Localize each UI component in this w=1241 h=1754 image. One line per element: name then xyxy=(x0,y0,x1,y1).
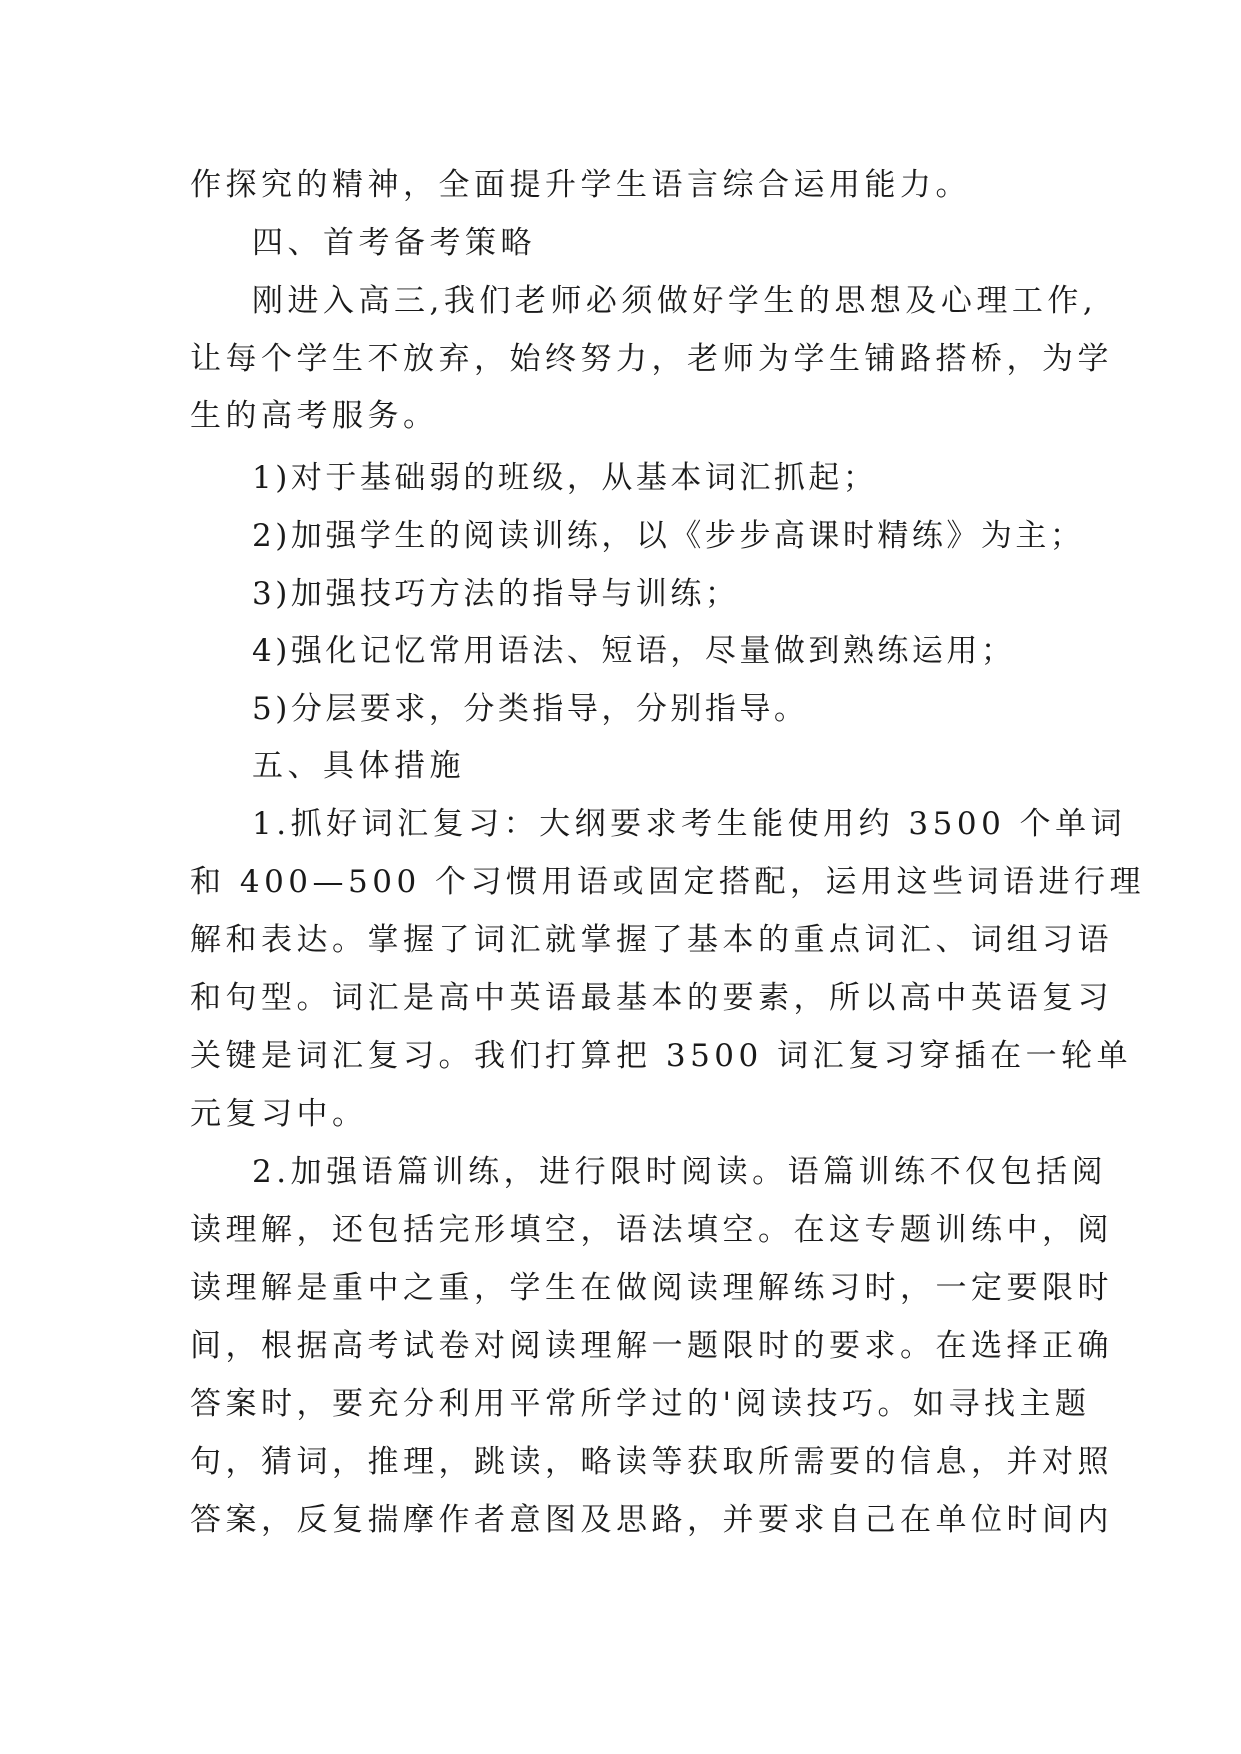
paragraph-line: 1.抓好词汇复习：大纲要求考生能使用约 3500 个单词 xyxy=(252,806,1127,842)
section-heading: 五、具体措施 xyxy=(252,748,465,784)
paragraph-line: 读理解是重中之重，学生在做阅读理解练习时，一定要限时 xyxy=(190,1270,1113,1306)
list-item: 3)加强技巧方法的指导与训练； xyxy=(252,576,740,612)
list-item: 1)对于基础弱的班级，从基本词汇抓起； xyxy=(252,460,878,496)
paragraph-line: 和 400—500 个习惯用语或固定搭配，运用这些词语进行理 xyxy=(190,864,1146,900)
paragraph-line: 让每个学生不放弃，始终努力，老师为学生铺路搭桥，为学 xyxy=(190,341,1113,377)
paragraph-line: 刚进入高三,我们老师必须做好学生的思想及心理工作, xyxy=(252,283,1098,319)
paragraph-line: 答案，反复揣摩作者意图及思路，并要求自己在单位时间内 xyxy=(190,1502,1113,1538)
list-item: 4)强化记忆常用语法、短语，尽量做到熟练运用； xyxy=(252,633,1016,669)
paragraph-line: 答案时，要充分利用平常所学过的'阅读技巧。如寻找主题 xyxy=(190,1386,1091,1422)
paragraph-line: 生的高考服务。 xyxy=(190,398,439,434)
paragraph-line: 间，根据高考试卷对阅读理解一题限时的要求。在选择正确 xyxy=(190,1328,1113,1364)
list-item: 2)加强学生的阅读训练，以《步步高课时精练》为主； xyxy=(252,518,1085,554)
paragraph-line: 元复习中。 xyxy=(190,1096,368,1132)
section-heading: 四、首考备考策略 xyxy=(252,225,536,261)
paragraph-line: 和句型。词汇是高中英语最基本的要素，所以高中英语复习 xyxy=(190,980,1113,1016)
paragraph-line: 解和表达。掌握了词汇就掌握了基本的重点词汇、词组习语 xyxy=(190,922,1113,958)
list-item: 5)分层要求，分类指导，分别指导。 xyxy=(252,691,809,727)
paragraph-line: 作探究的精神，全面提升学生语言综合运用能力。 xyxy=(190,167,971,203)
paragraph-line: 关键是词汇复习。我们打算把 3500 词汇复习穿插在一轮单 xyxy=(190,1038,1133,1074)
paragraph-line: 2.加强语篇训练，进行限时阅读。语篇训练不仅包括阅 xyxy=(252,1154,1108,1190)
paragraph-line: 读理解，还包括完形填空，语法填空。在这专题训练中，阅 xyxy=(190,1212,1113,1248)
paragraph-line: 句，猜词，推理，跳读，略读等获取所需要的信息，并对照 xyxy=(190,1444,1113,1480)
